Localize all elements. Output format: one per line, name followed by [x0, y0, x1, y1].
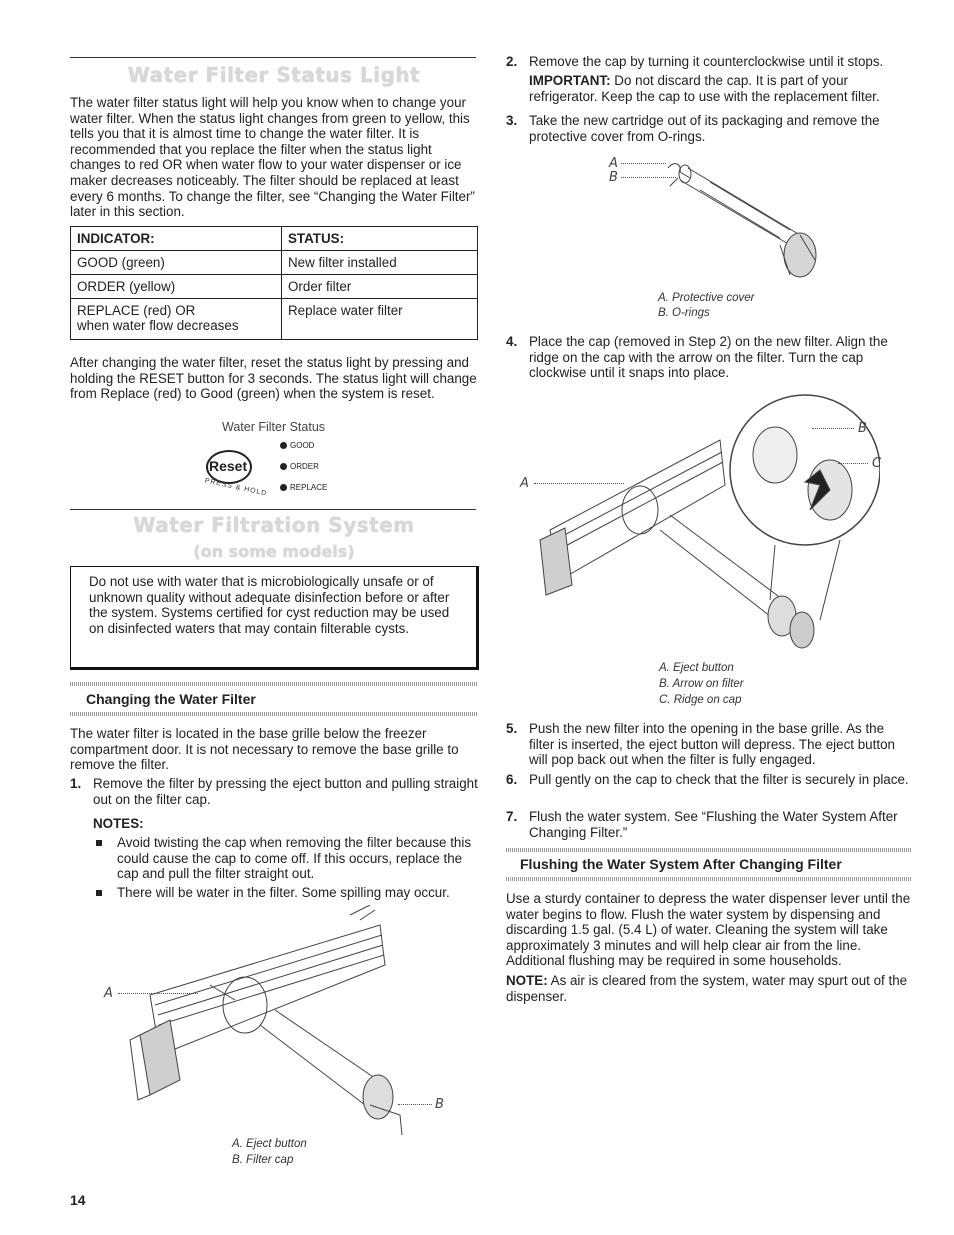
step-number: 6.: [506, 772, 518, 787]
fig1-leader-a: [118, 993, 198, 994]
good-label: GOOD: [290, 441, 315, 450]
flushing-note: [506, 973, 912, 1004]
fig2-leader-a: [621, 163, 666, 164]
replace-light-icon: [280, 484, 287, 491]
fig2-label-a: A: [609, 156, 618, 171]
fig2-caption-b: B. O-rings: [658, 307, 710, 319]
notes-label: NOTES:: [93, 816, 144, 831]
filtration-subtitle: (on some models): [193, 542, 355, 561]
step-3-text: Take the new cartridge out of its packaging and remove the protective cover from O-rings.: [529, 113, 880, 144]
step-number: 1.: [70, 776, 82, 791]
changing-intro: The water filter is located in the base grille below the freezer compartment door. It is not necessary to remove the base grille to remove the filter.: [70, 726, 459, 773]
new-cartridge-illustration: [640, 150, 830, 290]
note-2-text: There will be water in the filter. Some spilling may occur.: [117, 885, 450, 900]
replace-label: REPLACE: [290, 483, 328, 492]
hatch-rule: [506, 877, 912, 881]
flushing-heading: Flushing the Water System After Changing Filter: [520, 856, 842, 872]
step-number: 7.: [506, 809, 518, 824]
fig3-leader-a: [534, 483, 624, 484]
important-text: Do not discard the cap. It is part of your refrigerator. Keep the cap to use with the replacement filter.: [529, 73, 880, 104]
press-hold-label: PRESS & HOLD: [204, 477, 268, 498]
fig2-label-b: B: [609, 170, 618, 185]
warning-text: Do not use with water that is microbiologically unsafe or of unknown quality without adequate disinfection before or after the system. Systems certified for cyst reduction may be used on disinfected waters that may contain filterable cysts.: [89, 574, 450, 636]
flushing-note-text: As air is cleared from the system, water may spurt out of the dispenser.: [506, 973, 908, 1004]
step-number: 5.: [506, 721, 518, 736]
step-4-text: Place the cap (removed in Step 2) on the new filter. Align the ridge on the cap with the arrow on the filter. Turn the cap clockwise until it snaps into place.: [529, 334, 888, 381]
table-cell: Order filter: [282, 275, 478, 299]
top-rule-left: [70, 57, 476, 58]
table-row: [71, 275, 478, 299]
step-number: 3.: [506, 113, 518, 128]
table-header-row: [71, 227, 478, 251]
flushing-note-label: NOTE:: [506, 973, 548, 988]
table-header-indicator: INDICATOR:: [71, 227, 282, 251]
status-table-wrap: [70, 226, 478, 340]
fig3-label-a: A: [520, 476, 529, 491]
fig3-label-c: C: [872, 456, 882, 471]
warning-box: [70, 566, 479, 670]
good-light-icon: [280, 442, 287, 449]
hatch-rule: [506, 848, 912, 852]
fig3-leader-c: [838, 463, 868, 464]
table-header-status: STATUS:: [282, 227, 478, 251]
fig1-caption-a: A. Eject button: [232, 1138, 307, 1150]
fig2-caption-a: A. Protective cover: [658, 292, 755, 304]
fig1-caption-b: B. Filter cap: [232, 1154, 294, 1166]
mid-rule-left: [70, 509, 476, 510]
status-light-title: Water Filter Status Light: [127, 63, 421, 87]
fig3-caption-c: C. Ridge on cap: [659, 694, 742, 706]
hatch-rule: [70, 712, 478, 716]
status-panel-title: Water Filter Status: [222, 420, 326, 434]
fig1-leader-b: [398, 1104, 432, 1105]
table-cell: [71, 299, 282, 340]
fig1-label-a: A: [104, 986, 113, 1001]
hatch-rule: [70, 682, 478, 686]
step-number: 2.: [506, 54, 518, 69]
step-7-text: Flush the water system. See “Flushing the Water System After Changing Filter.”: [529, 809, 898, 840]
changing-heading: Changing the Water Filter: [86, 691, 256, 707]
step-number: 4.: [506, 334, 518, 349]
fig2-leader-b: [621, 177, 676, 178]
status-panel: [196, 420, 356, 500]
bullet: [96, 890, 102, 896]
order-light-icon: [280, 463, 287, 470]
flushing-body: Use a sturdy container to depress the water dispenser lever until the water begins to flow. Flush the water system by dispensing and discarding 1.5 gal. (5.4 L) of water. Cleaning the system will take approximately 3 minutes and will help clear air from the line. Additional flushing may be required in some households.: [506, 891, 911, 969]
important-note: [529, 73, 911, 104]
table-cell: Replace water filter: [282, 299, 478, 340]
filter-removal-illustration: [110, 905, 450, 1135]
table-row: [71, 299, 478, 340]
status-light-intro: The water filter status light will help you know when to change your water filter. When the status light changes from green to yellow, this tells you that it is almost time to change the water filter. It is recommended that you replace the filter when the status light changes to red OR when water flow to your water dispenser or ice maker decreases noticeably. The filter should be replaced at least every 6 months. To change the filter, see “Changing the Water Filter” later in this section.: [70, 95, 475, 220]
fig3-leader-b: [812, 428, 854, 429]
reset-label: Reset: [209, 458, 248, 474]
order-label: ORDER: [290, 462, 319, 471]
fig3-caption-a: A. Eject button: [659, 662, 734, 674]
cap-alignment-illustration: [520, 390, 880, 660]
table-row: [71, 251, 478, 275]
table-cell-line: when water flow decreases: [77, 318, 239, 333]
fig3-label-b: B: [858, 421, 867, 436]
table-cell-line: REPLACE (red) OR: [77, 303, 196, 318]
table-cell: ORDER (yellow): [71, 275, 282, 299]
step-1-text: Remove the filter by pressing the eject button and pulling straight out on the filter cap.: [93, 776, 478, 807]
table-cell: New filter installed: [282, 251, 478, 275]
fig3-caption-b: B. Arrow on filter: [659, 678, 744, 690]
fig1-label-b: B: [435, 1097, 444, 1112]
filtration-title: Water Filtration System: [133, 513, 415, 537]
step-2-text: Remove the cap by turning it counterclockwise until it stops.: [529, 54, 884, 69]
step-6-text: Pull gently on the cap to check that the filter is securely in place.: [529, 772, 909, 787]
table-cell: GOOD (green): [71, 251, 282, 275]
step-5-text: Push the new filter into the opening in the base grille. As the filter is inserted, the eject button will depress. The eject button will pop back out when the filter is fully engaged.: [529, 721, 895, 768]
bullet: [96, 840, 102, 846]
note-1-text: Avoid twisting the cap when removing the filter because this could cause the cap to come off. If this occurs, replace the cap and pull the filter straight out.: [117, 835, 472, 882]
page-number: 14: [70, 1192, 86, 1208]
status-table: [70, 226, 478, 340]
important-label: IMPORTANT:: [529, 73, 611, 88]
status-light-after: After changing the water filter, reset the status light by pressing and holding the RESET button for 3 seconds. The status light will change from Replace (red) to Good (green) when the system is reset.: [70, 355, 477, 402]
